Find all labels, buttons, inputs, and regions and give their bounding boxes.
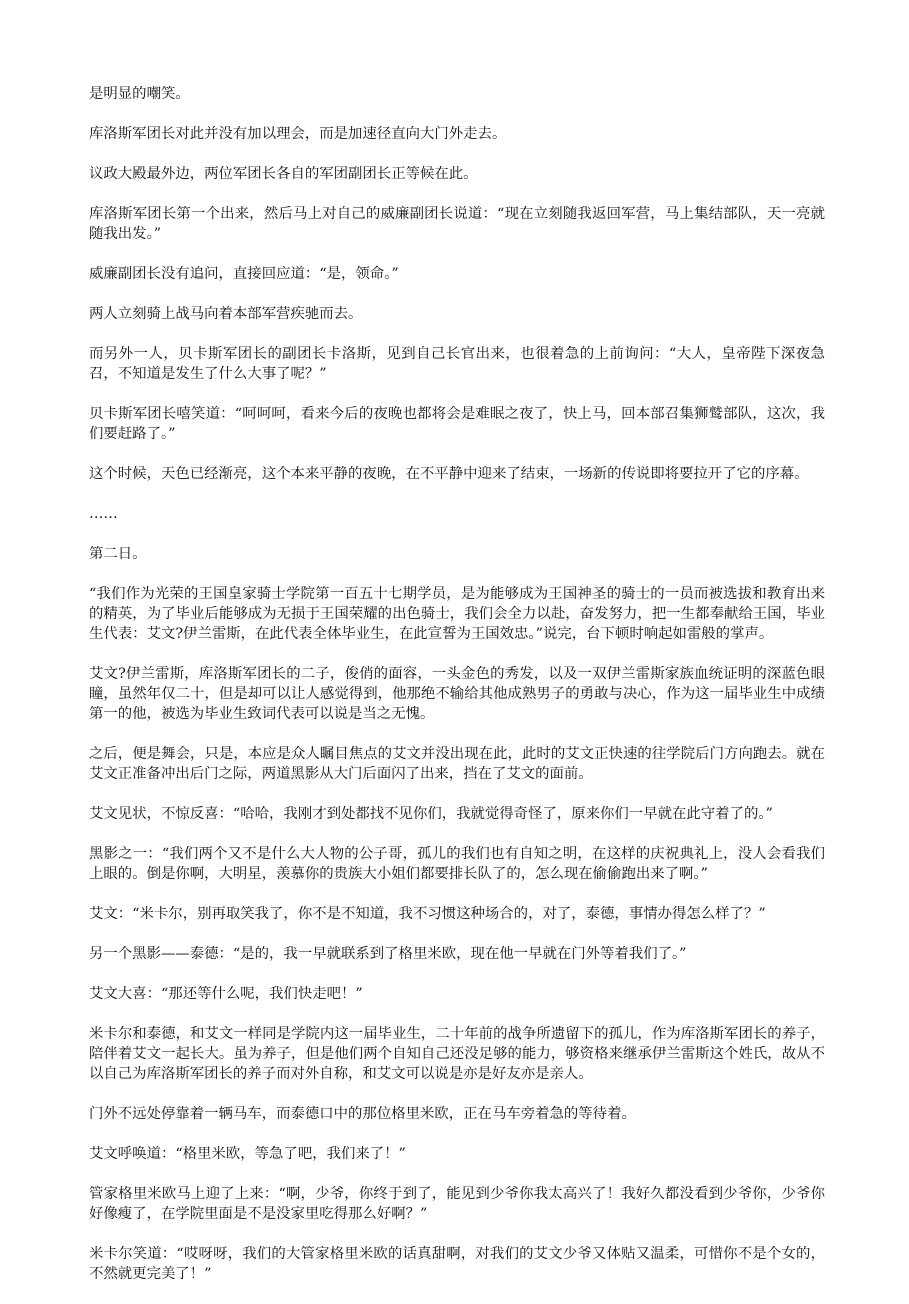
paragraph: 威廉副团长没有追问，直接回应道：“是，领命。” bbox=[89, 266, 399, 282]
paragraph: 艾文：“米卡尔，别再取笑我了，你不是不知道，我不习惯这种场合的，对了，泰德，事情办得怎么样了？” bbox=[89, 906, 766, 922]
paragraph: 艾文大喜：“那还等什么呢，我们快走吧！” bbox=[89, 986, 363, 1002]
paragraph: 管家格里米欧马上迎了上来：“啊，少爷，你终于到了，能见到少爷你我太高兴了！我好久都没看到少爷你，少爷你好像瘦了，在学院里面是不是没家里吃得那么好啊？” bbox=[89, 1186, 825, 1222]
paragraph: 这个时候，天色已经渐亮，这个本来平静的夜晚，在不平静中迎来了结束，一场新的传说即将要拉开了它的序幕。 bbox=[89, 466, 809, 482]
paragraph: 议政大殿最外边，两位军团长各自的军团副团长正等候在此。 bbox=[89, 166, 478, 182]
paragraph: 是明显的嘲笑。 bbox=[89, 86, 190, 102]
paragraph: 另一个黑影——泰德：“是的，我一早就联系到了格里米欧，现在他一早就在门外等着我们了。” bbox=[89, 946, 687, 962]
document-body bbox=[89, 84, 825, 1304]
paragraph: 艾文见状，不惊反喜：“哈哈，我刚才到处都找不见你们，我就觉得奇怪了，原来你们一早就在此守着了的。” bbox=[89, 806, 773, 822]
paragraph: 库洛斯军团长第一个出来，然后马上对自己的威廉副团长说道：“现在立刻随我返回军营，马上集结部队，天一亮就随我出发。” bbox=[89, 206, 825, 242]
paragraph: 艾文呼唤道：“格里米欧，等急了吧，我们来了！” bbox=[89, 1146, 406, 1162]
paragraph: 门外不远处停靠着一辆马车，而泰德口中的那位格里米欧，正在马车旁着急的等待着。 bbox=[89, 1106, 636, 1122]
section-heading: 第二日。 bbox=[89, 546, 147, 562]
paragraph: 艾文?伊兰雷斯，库洛斯军团长的二子，俊俏的面容，一头金色的秀发，以及一双伊兰雷斯家族血统证明的深蓝色眼瞳，虽然年仅二十，但是却可以让人感觉得到，他那绝不输给其他成熟男子的勇敢与决心，作为这一届毕业生中成绩第一的他，被选为毕业生致词代表可以说是当之无愧。 bbox=[89, 666, 825, 722]
paragraph: 而另外一人，贝卡斯军团长的副团长卡洛斯，见到自己长官出来，也很着急的上前询问：“大人，皇帝陛下深夜急召，不知道是发生了什么大事了呢？” bbox=[89, 346, 825, 382]
paragraph: 两人立刻骑上战马向着本部军营疾驰而去。 bbox=[89, 306, 363, 322]
paragraph: 黑影之一：“我们两个又不是什么大人物的公子哥，孤儿的我们也有自知之明，在这样的庆祝典礼上，没人会看我们上眼的。倒是你啊，大明星，羡慕你的贵族大小姐们都要排长队了的，怎么现在偷偷跑出来了啊。” bbox=[89, 846, 825, 882]
paragraph: 贝卡斯军团长嘻笑道：“呵呵呵，看来今后的夜晚也都将会是难眠之夜了，快上马，回本部召集狮鹫部队，这次，我们要赶路了。” bbox=[89, 406, 825, 442]
paragraph: 库洛斯军团长对此并没有加以理会，而是加速径直向大门外走去。 bbox=[89, 126, 507, 142]
paragraph: 之后，便是舞会，只是，本应是众人瞩目焦点的艾文并没出现在此，此时的艾文正快速的往学院后门方向跑去。就在艾文正准备冲出后门之际，两道黑影从大门后面闪了出来，挡在了艾文的面前。 bbox=[89, 746, 825, 782]
ellipsis-separator: …… bbox=[89, 506, 118, 522]
paragraph: 米卡尔和泰德，和艾文一样同是学院内这一届毕业生，二十年前的战争所遗留下的孤儿，作为库洛斯军团长的养子，陪伴着艾文一起长大。虽为养子，但是他们两个自知自己还没足够的能力，够资格来继承伊兰雷斯这个姓氏，故从不以自己为库洛斯军团长的养子而对外自称，和艾文可以说是亦是好友亦是亲人。 bbox=[89, 1026, 825, 1082]
paragraph: 米卡尔笑道：“哎呀呀，我们的大管家格里米欧的话真甜啊，对我们的艾文少爷又体贴又温柔，可惜你不是个女的，不然就更完美了！” bbox=[89, 1246, 825, 1282]
paragraph: “我们作为光荣的王国皇家骑士学院第一百五十七期学员，是为能够成为王国神圣的骑士的一员而被选拔和教育出来的精英，为了毕业后能够成为无损于王国荣耀的出色骑士，我们会全力以赴，奋发努力，把一生都奉献给王国，毕业生代表：艾文?伊兰雷斯，在此代表全体毕业生，在此宣誓为王国效忠。”说完，台下顿时响起如雷般的掌声。 bbox=[89, 586, 825, 642]
